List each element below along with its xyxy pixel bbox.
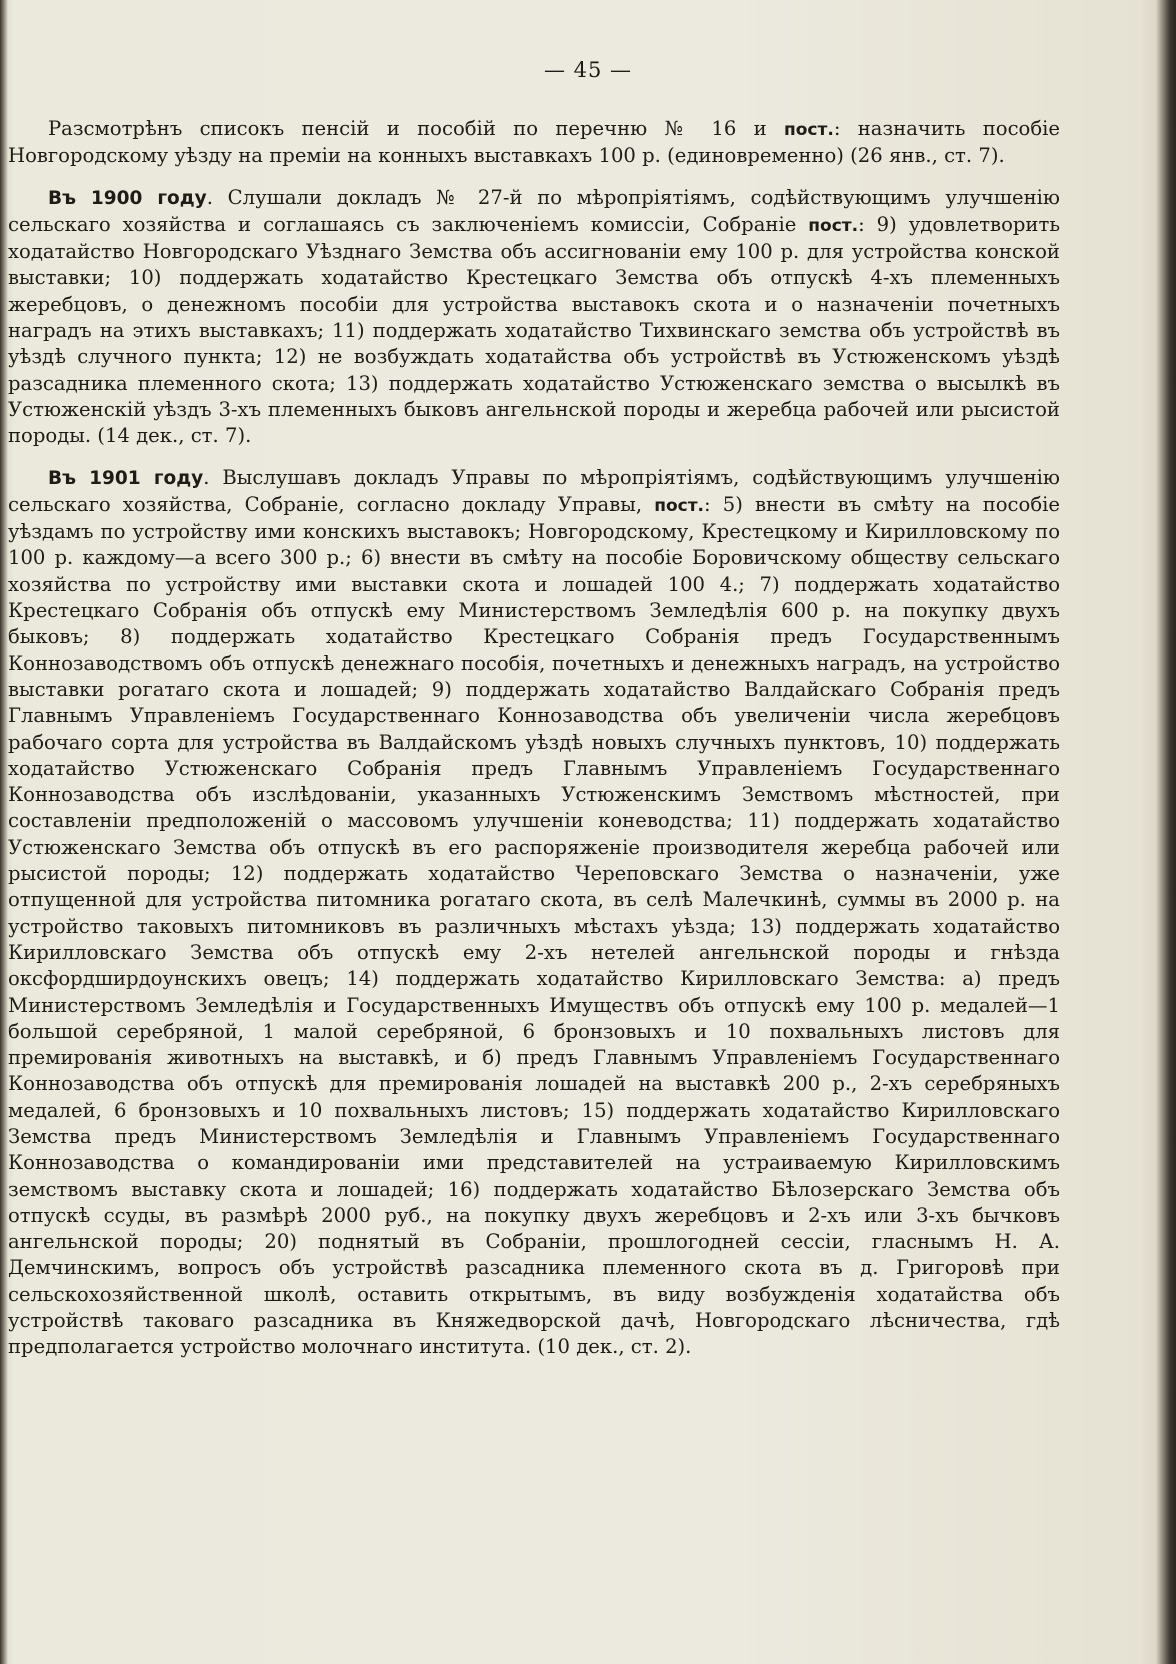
paragraph-text-after: : 5) внести въ смѣту на пособіе уѣздамъ по устройству ими конскихъ выставокъ; Новгородскому, Крестецкому и Кирилловскому по 100 р. каждому—а всего 300 р.; 6) внести въ смѣту на пособіе Боровичскому обществу сельскаго хозяйства по устройству ими выставки скота и лошадей 100 4.; 7) поддержать ходатайство Крестецкаго Собранія объ отпускѣ ему Министерствомъ Земледѣлія 600 р. на покупку двухъ быковъ; 8) поддержать ходатайство Крестецкаго Собранія предъ Государственнымъ Коннозаводствомъ объ отпускѣ денежнаго пособія, почетныхъ и денежныхъ наградъ, на устройство выставки рогатаго скота и лошадей; 9) поддержать ходатайство Валдайскаго Собранія предъ Главнымъ Управленіемъ Государственнаго Коннозаводства объ увеличеніи числа жеребцовъ рабочаго сорта для устройства въ Валдайскомъ уѣздѣ новыхъ случныхъ пунктовъ, 10) поддержать ходатайство Устюженскаго Собранія предъ Главнымъ Управленіемъ Государственнаго Коннозаводства объ изслѣдованіи, указанныхъ Устюженскимъ Земствомъ мѣстностей, при составленіи предположеній о массовомъ улучшеніи коневодства; 11) поддержать ходатайство Устюженскаго Земства объ отпускѣ въ его распоряженіе производителя жеребца рабочей или рысистой породы; 12) поддержать ходатайство Череповскаго Земства о назначеніи, уже отпущенной для устройства питомника рогатаго скота, въ селѣ Малечкинѣ, суммы въ 2000 р. на устройство таковыхъ питомниковъ въ различныхъ мѣстахъ уѣзда; 13) поддержать ходатайство Кирилловскаго Земства объ отпускѣ ему 2-хъ нетелей ангельнской породы и гнѣзда оксфордширдоунскихъ овецъ; 14) поддержать ходатайство Кирилловскаго Земства: а) предъ Министерствомъ Земледѣлія и Государственныхъ Имуществъ объ отпускѣ ему 100 р. медалей—1 большой серебряной, 1 малой серебряной, 6 бронзовыхъ и 10 похвальныхъ листовъ для премированія животныхъ на выставкѣ, и б) предъ Главнымъ Управленіемъ Государственнаго Коннозаводства объ отпускѣ для премированія лошадей на выставкѣ 200 р., 2-хъ серебряныхъ медалей, 6 бронзовыхъ и 10 похвальныхъ листовъ; 15) поддержать ходатайство Кирилловскаго Земства предъ Министерствомъ Земледѣлія и Главнымъ Управленіемъ Государственнаго Коннозаводства о командированіи ими представителей на устраиваемую Кирилловскимъ земствомъ выставку скота и лошадей; 16) поддержать ходатайство Бѣлозерскаго Земства объ отпускѣ ссуды, въ размѣрѣ 2000 руб., на покупку двухъ жеребцовъ и 2-хъ или 3-хъ бычковъ ангельнской породы; 20) поднятый въ Собраніи, прошлогодней сессіи, гласнымъ Н. А. Демчинскимъ, вопросъ объ устройствѣ разсадника племенного скота въ д. Григоровѣ при сельскохозяйственной школѣ, оставить открытымъ, въ виду возбужденія ходатайства объ устройствѣ таковаго разсадника въ Княжедворской дачѣ, Новгородскаго лѣсничества, гдѣ предполагается устройство молочнаго института. (10 дек., ст. 2). [8,492,1060,1359]
year-heading: Въ 1901 году [48,467,204,489]
paragraph-year-1901 [8,465,1060,1361]
resolution-abbr: пост. [808,215,859,236]
paragraph-text-before: . Слушали докладъ № 27-й по мѣропріятіямъ, содѣйствующимъ улучшенію сельскаго хозяйства и соглашаясь съ заключеніемъ комиссіи, Собраніе [8,185,1060,236]
paragraph-pensions [8,116,1060,170]
paragraph-text-before: . Выслушавъ докладъ Управы по мѣропріятіямъ, содѣйствующимъ улучшенію сельскаго хозяйства, Собраніе, согласно докладу Управы, [8,465,1060,516]
paragraph-text-after: : 9) удовлетворить ходатайство Новгородскаго Уѣзднаго Земства объ ассигнованіи ему 100 р. для устройства конской выставки; 10) поддержать ходатайство Крестецкаго Земства объ отпускѣ 4-хъ племенныхъ жеребцовъ, о денежномъ пособіи для устройства выставокъ скота и о назначеніи почетныхъ наградъ на этихъ выставкахъ; 11) поддержать ходатайство Тихвинскаго земства объ устройствѣ въ уѣздѣ случного пункта; 12) не возбуждать ходатайства объ устройствѣ въ Устюженскомъ уѣздѣ разсадника племенного скота; 13) поддержать ходатайство Устюженскаго земства о высылкѣ въ Устюженскій уѣздъ 3-хъ племенныхъ быковъ ангельнской породы и жеребца рабочей или рысистой породы. (14 дек., ст. 7). [8,212,1060,448]
paragraph-text-after: : назначить пособіе Новгородскому уѣзду на преміи на конныхъ выставкахъ 100 р. (единовременно) (26 янв., ст. 7). [8,117,1060,168]
resolution-abbr: пост. [784,120,834,140]
year-heading: Въ 1900 году [48,187,207,209]
document-body [8,116,1060,1376]
binding-shadow [0,0,8,1664]
paragraph-text-before: Разсмотрѣнъ списокъ пенсій и пособій по перечню № 16 и [48,117,784,140]
paragraph-year-1900 [8,185,1060,450]
page-number: — 45 — [543,58,633,82]
resolution-abbr: пост. [654,495,705,516]
page-edge [1156,0,1176,1664]
